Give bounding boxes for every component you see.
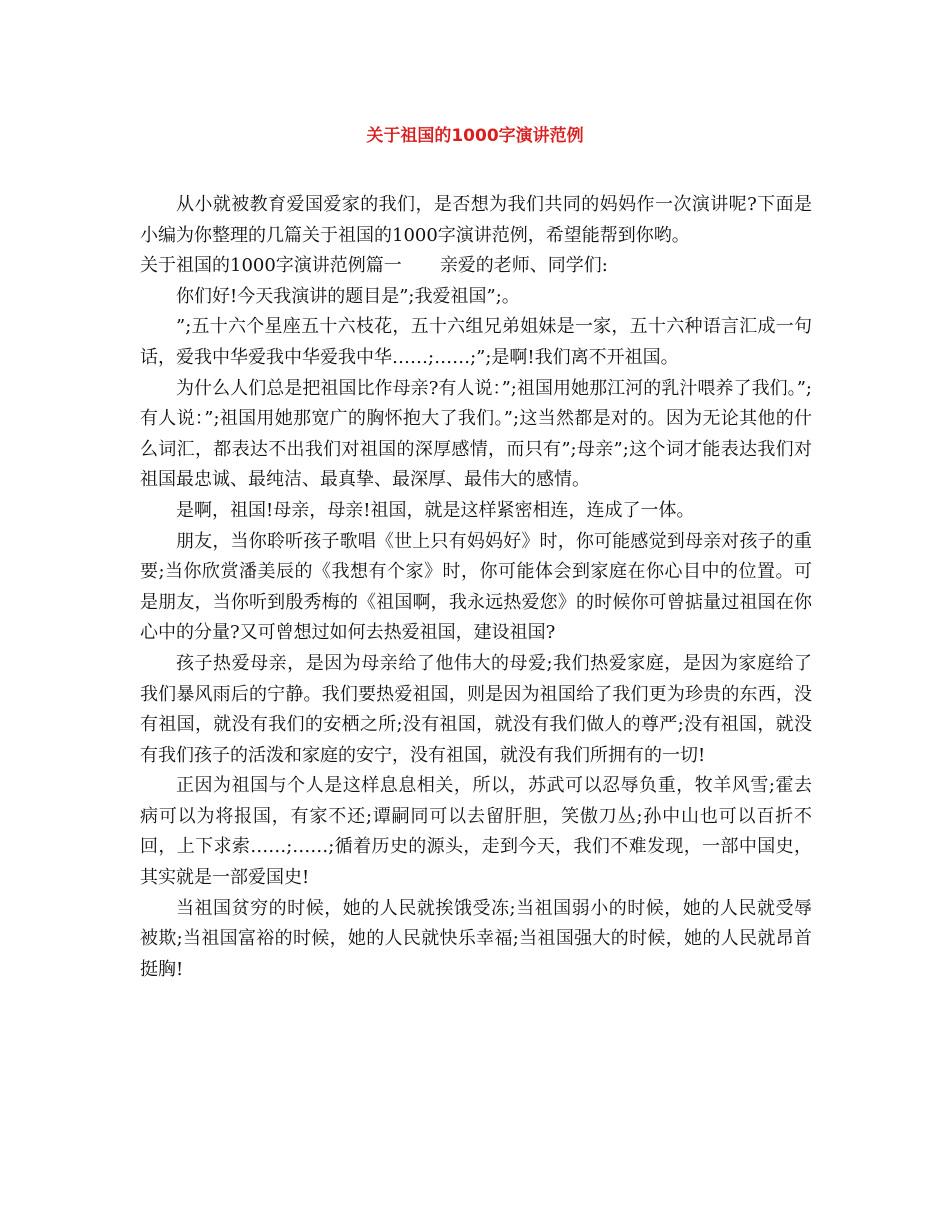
greeting: 亲爱的老师、同学们: — [439, 255, 608, 277]
paragraph-1: 你们好!今天我演讲的题目是”;我爱祖国”;。 — [176, 285, 520, 307]
paragraph-2: ”;五十六个星座五十六枝花，五十六组兄弟姐妹是一家，五十六种语言汇成一句话，爱我中华爱我中华爱我中华……;……;”;是啊!我们离不开祖国。 — [140, 316, 812, 368]
section-heading: 关于祖国的1000字演讲范例篇一 — [140, 255, 402, 277]
paragraph-7: 正因为祖国与个人是这样息息相关，所以，苏武可以忍辱负重，牧羊风雪;霍去病可以为将报国，有家不还;谭嗣同可以去留肝胆，笑傲刀丛;孙中山也可以百折不回，上下求索……;……;循着历史的源头，走到今天，我们不难发现，一部中国史，其实就是一部爱国史! — [140, 775, 812, 889]
paragraph-6: 孩子热爱母亲，是因为母亲给了他伟大的母爱;我们热爱家庭，是因为家庭给了我们暴风雨后的宁静。我们要热爱祖国，则是因为祖国给了我们更为珍贵的东西，没有祖国，就没有我们的安栖之所;没有祖国，就没有我们做人的尊严;没有祖国，就没有我们孩子的活泼和家庭的安宁，没有祖国，就没有我们所拥有的一切! — [140, 652, 812, 766]
paragraph-5: 朋友，当你聆听孩子歌唱《世上只有妈妈好》时，你可能感觉到母亲对孩子的重要;当你欣赏潘美辰的《我想有个家》时，你可能体会到家庭在你心目中的位置。可是朋友，当你听到殷秀梅的《祖国啊，我永远热爱您》的时候你可曾掂量过祖国在你心中的分量?又可曾想过如何去热爱祖国，建设祖国? — [140, 530, 812, 644]
document-body — [140, 190, 812, 985]
document-title: 关于祖国的1000字演讲范例 — [366, 126, 584, 146]
paragraph-4: 是啊，祖国!母亲，母亲!祖国，就是这样紧密相连，连成了一体。 — [176, 499, 695, 521]
section-heading-line — [140, 251, 812, 282]
intro-paragraph: 从小就被教育爱国爱家的我们，是否想为我们共同的妈妈作一次演讲呢?下面是小编为你整理的几篇关于祖国的1000字演讲范例，希望能帮到你哟。 — [140, 194, 812, 246]
paragraph-3: 为什么人们总是把祖国比作母亲?有人说：”;祖国用她那江河的乳汁喂养了我们。”;有人说：”;祖国用她那宽广的胸怀抱大了我们。”;这当然都是对的。因为无论其他的什么词汇，都表达不出我们对祖国的深厚感情，而只有”;母亲”;这个词才能表达我们对祖国最忠诚、最纯洁、最真挚、最深厚、最伟大的感情。 — [140, 377, 812, 491]
paragraph-8: 当祖国贫穷的时候，她的人民就挨饿受冻;当祖国弱小的时候，她的人民就受辱被欺;当祖国富裕的时候，她的人民就快乐幸福;当祖国强大的时候，她的人民就昂首挺胸! — [140, 897, 812, 980]
